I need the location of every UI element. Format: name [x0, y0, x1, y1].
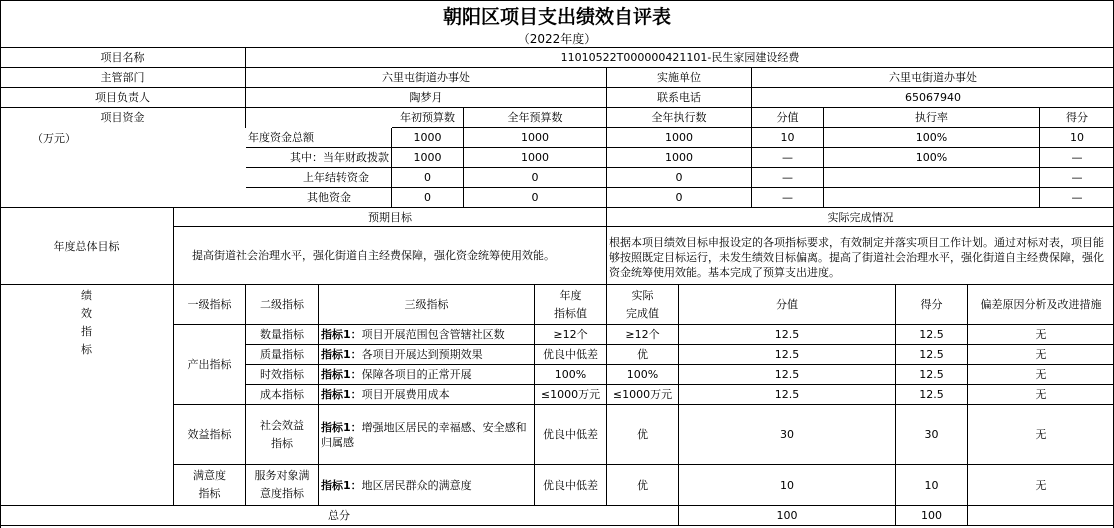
indicator-text: 各项目开展达到预期效果	[361, 348, 483, 361]
funds-row-annual: 0	[464, 188, 607, 208]
impl-unit-label: 实施单位	[607, 68, 752, 88]
indicator-text: 项目开展费用成本	[361, 388, 450, 401]
funds-row-label: 其中：当年财政拨款	[246, 148, 392, 168]
satisfaction-indicator-label	[174, 465, 246, 506]
benefit-indicator-label: 效益指标	[174, 405, 246, 465]
funds-row-rate: 100%	[824, 128, 1040, 148]
weight-cell: 12.5	[679, 385, 896, 405]
target-cell: ≥12个	[535, 325, 607, 345]
score-cell: 12.5	[896, 385, 968, 405]
indicator-prefix: 指标1：	[321, 478, 362, 492]
score-cell: 10	[896, 465, 968, 506]
target-cell: 优良中低差	[535, 405, 607, 465]
funds-row-weight: —	[752, 188, 824, 208]
indicator-text: 地区居民群众的满意度	[361, 478, 472, 492]
funds-row-score: —	[1040, 168, 1114, 188]
side-column-bottom	[0, 405, 174, 506]
deviation-cell: 无	[968, 385, 1114, 405]
report-year: （2022年度）	[0, 30, 1114, 48]
total-weight: 100	[679, 506, 896, 526]
level2-line1: 服务对象满	[254, 469, 310, 482]
level3-cell	[319, 325, 535, 345]
funds-header-executed: 全年执行数	[607, 108, 752, 128]
satisfaction-line2: 指标	[198, 487, 221, 500]
page-title: 朝阳区项目支出绩效自评表	[0, 0, 1114, 30]
header-actual-line2: 完成值	[626, 306, 659, 320]
indicator-prefix: 指标1：	[321, 388, 362, 401]
goals-actual-text: 根据本项目绩效目标申报设定的各项指标要求，有效制定并落实项目工作计划。通过对标对表，项目能够按照既定目标运行，未发生绩效目标偏离。提高了街道社会治理水平，强化街道自主经费保障，强化资金统筹使用效能。基本完成了预算支出进度。	[607, 227, 1114, 285]
funds-row-annual: 1000	[464, 128, 607, 148]
weight-cell: 10	[679, 465, 896, 506]
goals-label: 年度总体目标	[0, 208, 174, 285]
funds-row-executed: 0	[607, 168, 752, 188]
leader-value: 陶梦月	[246, 88, 607, 108]
deviation-cell: 无	[968, 365, 1114, 385]
dept-label: 主管部门	[0, 68, 246, 88]
score-cell: 12.5	[896, 325, 968, 345]
total-score: 100	[896, 506, 968, 526]
funds-label-column	[0, 108, 246, 128]
level2-cell: 数量指标	[246, 325, 319, 345]
funds-row-weight: —	[752, 168, 824, 188]
score-cell: 12.5	[896, 345, 968, 365]
phone-label: 联系电话	[607, 88, 752, 108]
actual-cell: ≤1000万元	[607, 385, 679, 405]
actual-cell: 优	[607, 465, 679, 506]
satisfaction-line1: 满意度	[193, 469, 226, 482]
funds-row-annual: 0	[464, 168, 607, 188]
funds-row-weight: 10	[752, 128, 824, 148]
actual-cell: 优	[607, 405, 679, 465]
indicator-text: 增强地区居民的幸福感、安全感和归属感	[321, 420, 527, 449]
header-actual	[607, 285, 679, 325]
level2-cell	[246, 405, 319, 465]
funds-left-column-border	[0, 148, 246, 208]
level3-cell	[319, 345, 535, 365]
level2-line2: 意度指标	[260, 487, 304, 500]
target-cell: 100%	[535, 365, 607, 385]
total-label: 总分	[0, 506, 679, 526]
funds-label-line1: 项目资金	[100, 111, 145, 124]
output-indicator-label: 产出指标	[174, 325, 246, 405]
actual-cell: 100%	[607, 365, 679, 385]
funds-row-executed: 1000	[607, 148, 752, 168]
actual-cell: ≥12个	[607, 325, 679, 345]
funds-row-executed: 1000	[607, 128, 752, 148]
funds-row-rate	[824, 188, 1040, 208]
weight-cell: 12.5	[679, 345, 896, 365]
side-char: 效	[81, 307, 92, 320]
funds-unit-cell: （万元）	[32, 131, 76, 145]
header-target-line1: 年度	[559, 288, 582, 302]
header-score: 得分	[896, 285, 968, 325]
funds-row-label: 年度资金总额	[246, 128, 392, 148]
funds-row-rate: 100%	[824, 148, 1040, 168]
indicator-text: 保障各项目的正常开展	[361, 368, 472, 381]
funds-row-initial: 0	[392, 168, 464, 188]
total-deviation-blank	[968, 506, 1114, 526]
funds-row-rate	[824, 168, 1040, 188]
level2-cell	[246, 465, 319, 506]
weight-cell: 12.5	[679, 365, 896, 385]
funds-row-initial: 0	[392, 188, 464, 208]
deviation-cell: 无	[968, 465, 1114, 506]
funds-header-initial: 年初预算数	[392, 108, 464, 128]
level3-cell	[319, 465, 535, 506]
header-target	[535, 285, 607, 325]
project-name-label: 项目名称	[0, 48, 246, 68]
goals-actual-header: 实际完成情况	[607, 208, 1114, 227]
funds-header-weight: 分值	[752, 108, 824, 128]
level2-line2: 指标	[271, 436, 293, 450]
funds-row-score: —	[1040, 148, 1114, 168]
funds-header-rate: 执行率	[824, 108, 1040, 128]
header-target-line2: 指标值	[554, 306, 587, 320]
impl-unit-value: 六里屯街道办事处	[752, 68, 1114, 88]
header-level2: 二级指标	[246, 285, 319, 325]
funds-row-label: 其他资金	[246, 188, 392, 208]
phone-value: 65067940	[752, 88, 1114, 108]
funds-row-annual: 1000	[464, 148, 607, 168]
deviation-cell: 无	[968, 345, 1114, 365]
dept-value: 六里屯街道办事处	[246, 68, 607, 88]
funds-header-annual: 全年预算数	[464, 108, 607, 128]
side-char: 指	[81, 325, 92, 338]
level2-line1: 社会效益	[260, 418, 304, 432]
header-deviation: 偏差原因分析及改进措施	[968, 285, 1114, 325]
goals-expected-text: 提高街道社会治理水平，强化街道自主经费保障，强化资金统筹使用效能。	[174, 227, 607, 285]
actual-cell: 优	[607, 345, 679, 365]
funds-row-initial: 1000	[392, 148, 464, 168]
score-cell: 12.5	[896, 365, 968, 385]
level3-cell	[319, 405, 535, 465]
indicator-prefix: 指标1：	[321, 420, 362, 434]
funds-row-weight: —	[752, 148, 824, 168]
target-cell: 优良中低差	[535, 345, 607, 365]
weight-cell: 12.5	[679, 325, 896, 345]
deviation-cell: 无	[968, 405, 1114, 465]
score-cell: 30	[896, 405, 968, 465]
funds-row-score: 10	[1040, 128, 1114, 148]
indicator-prefix: 指标1：	[321, 348, 362, 361]
target-cell: ≤1000万元	[535, 385, 607, 405]
funds-row-executed: 0	[607, 188, 752, 208]
indicator-prefix: 指标1：	[321, 328, 362, 341]
deviation-cell: 无	[968, 325, 1114, 345]
side-char: 标	[81, 343, 92, 356]
header-weight: 分值	[679, 285, 896, 325]
performance-indicator-side-label	[0, 285, 174, 405]
indicator-text: 项目开展范围包含管辖社区数	[361, 328, 505, 341]
funds-header-score: 得分	[1040, 108, 1114, 128]
indicator-prefix: 指标1：	[321, 368, 362, 381]
goals-expected-header: 预期目标	[174, 208, 607, 227]
weight-cell: 30	[679, 405, 896, 465]
funds-row-initial: 1000	[392, 128, 464, 148]
leader-label: 项目负责人	[0, 88, 246, 108]
funds-row-label: 上年结转资金	[246, 168, 392, 188]
level2-cell: 质量指标	[246, 345, 319, 365]
project-name-value: 11010522T000000421101-民生家园建设经费	[246, 48, 1114, 68]
level3-cell	[319, 365, 535, 385]
target-cell: 优良中低差	[535, 465, 607, 506]
funds-row-score: —	[1040, 188, 1114, 208]
header-level1: 一级指标	[174, 285, 246, 325]
level3-cell	[319, 385, 535, 405]
header-level3: 三级指标	[319, 285, 535, 325]
level2-cell: 成本指标	[246, 385, 319, 405]
level2-cell: 时效指标	[246, 365, 319, 385]
header-actual-line1: 实际	[631, 288, 654, 302]
side-char: 绩	[81, 289, 92, 302]
